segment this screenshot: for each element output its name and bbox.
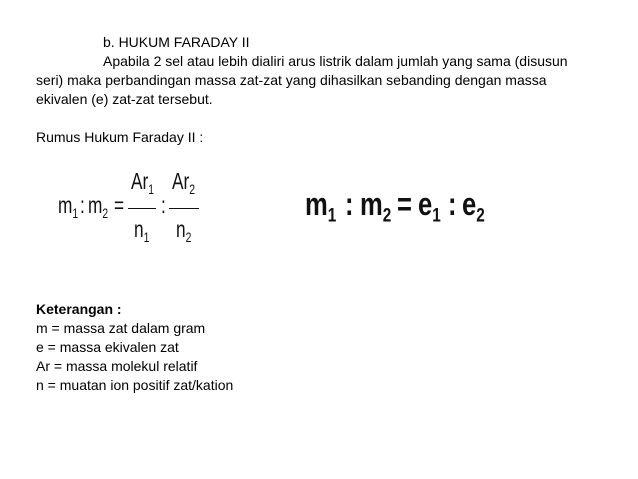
n2-denominator: $n_2$ <box>176 216 192 245</box>
colon-symbol: : <box>80 192 85 218</box>
fraction-bar-1 <box>128 208 156 209</box>
faraday-formula-equivalent <box>305 186 545 228</box>
colon-symbol-4: : <box>448 186 457 222</box>
equals-symbol: = <box>114 192 125 218</box>
legend-item-n: n = muatan ion positif zat/kation <box>36 377 234 393</box>
m2-term: $m_2$ <box>88 192 109 221</box>
ar2-numerator: $Ar_2$ <box>172 168 196 197</box>
fraction-bar-2 <box>169 208 199 209</box>
m1-term: $m_1$ <box>58 192 79 221</box>
section-heading: b. HUKUM FARADAY II <box>103 34 250 50</box>
m1-term-2: $m_1$ <box>305 186 337 227</box>
legend-item-e: e = massa ekivalen zat <box>36 339 179 355</box>
colon-symbol-2: : <box>161 192 166 218</box>
m2-term-2: $m_2$ <box>360 186 392 227</box>
n1-denominator: $n_1$ <box>134 216 150 245</box>
legend-item-ar: Ar = massa molekul relatif <box>36 358 198 374</box>
e2-term: $e_2$ <box>462 186 485 227</box>
equals-symbol-2: = <box>397 186 412 222</box>
faraday-formula-fraction <box>58 168 258 248</box>
paragraph-line-1: Apabila 2 sel atau lebih dialiri arus listrik dalam jumlah yang sama (disusun <box>103 53 568 69</box>
formula-label: Rumus Hukum Faraday II : <box>36 129 204 145</box>
e1-term: $e_1$ <box>418 186 441 227</box>
ar1-numerator: $Ar_1$ <box>131 168 155 197</box>
paragraph-line-3: ekivalen (e) zat-zat tersebut. <box>36 91 213 107</box>
legend-item-m: m = massa zat dalam gram <box>36 320 206 336</box>
paragraph-line-2: seri) maka perbandingan massa zat-zat yang dihasilkan sebanding dengan massa <box>36 72 547 88</box>
colon-symbol-3: : <box>345 186 354 222</box>
legend-title: Keterangan : <box>36 301 122 317</box>
